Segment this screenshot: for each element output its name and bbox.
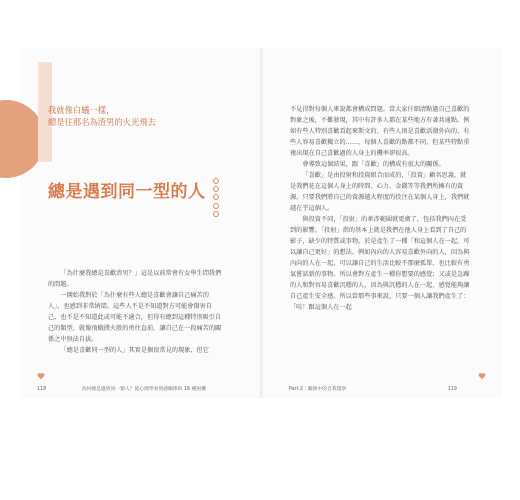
intro-line-2: 總是往那名為渣男的火光飛去 <box>48 117 156 127</box>
heart-icon <box>37 372 45 380</box>
dot-icon <box>213 194 219 200</box>
paragraph: 「喜歡」是由投射和投資組合而成的，「投資」顧名思義，就是我們花在這個人身上的時間、心力、金錢等等我們所擁有的資源。只要我們將自己的資源越大程度的投注在某個人身上，我們就越在乎這個人。 <box>290 172 470 212</box>
dot-icon <box>213 211 219 217</box>
dot-icon <box>213 178 219 184</box>
left-footer <box>37 385 252 395</box>
dot-icon <box>213 203 219 209</box>
paragraph: 不見得對每個人來說都會構成問題。當大家仔細清點過自己喜歡的對象之後，不難發現，其中有許多人都在某些地方有著共通點。例如有些人特別喜歡看起來斯文的、有些人則是喜歡活潑外向的、有些人容易喜歡獨立的……，每個人喜歡的點都不同，但某些特點重複出現在自己喜歡過的人身上的機率卻很高。 <box>290 106 470 157</box>
dot-icon <box>213 186 219 192</box>
paragraph: 會導致這個結果，跟「喜歡」的構成有很大的關係。 <box>302 161 445 168</box>
intro-line-1: 我就像白蟻一樣， <box>48 105 115 115</box>
page-number: 119 <box>447 387 457 392</box>
paragraph: 「為什麼我總是喜歡渣男？」這是以前常會有女學生問我們的問題。 <box>48 270 222 288</box>
running-section: Part 2｜關係中的自我覺察 <box>289 387 347 392</box>
left-body-text <box>48 268 224 356</box>
heart-icon <box>478 372 486 380</box>
decorative-dots <box>213 178 219 217</box>
page-number: 118 <box>37 387 47 392</box>
chapter-intro-quote <box>48 104 218 128</box>
paragraph: 一開始我對於「為什麼有些人總是喜歡會讓自己痛苦的人」，也感到非常納悶。這些人不是不知道對方可能會傷害自己，也不是不知道此或可能不適合，但得有總到這種特別吸引自己的類型，就像飛蛾撲火般的勇往直前，讓自己在一段痛苦的關係之中無法自拔。 <box>48 292 222 343</box>
right-body-text <box>290 104 470 313</box>
right-footer <box>289 385 502 395</box>
running-title: 為何總是遇到同一類人？從心理學看情感關係的 16 種困擾 <box>81 387 206 392</box>
paragraph: 「總是喜歡同一型的人」其實是個很常見的現象，但它 <box>60 347 209 354</box>
book-gutter <box>260 48 264 398</box>
chapter-title: 總是遇到同一型的人 <box>48 182 206 202</box>
paragraph: 與投資不同，「投射」的牽涉範圍就更廣了，包括我們內在受到的影響。「投射」指的基本上就是我們在他人身上看到了自己的影子，缺少的特質或事物。於是產生了一種「和這個人在一起，可以讓自己更好」的想法。例如內向的人容易喜歡外向的人，因為與內向的人在一起，可以讓自己的生活比較不那麼孤單，也比較有勇氣嘗試新的事物。所以會對方產生一種你想要的感覺；又或是急躁的人和對容易喜歡沉穩的人，因為與沉穩的人在一起，感覺能夠讓自己產生安全感。所以當那些事來說，只要一個人讓我們產生了：「哇！跟這個人在一起 <box>290 216 470 311</box>
